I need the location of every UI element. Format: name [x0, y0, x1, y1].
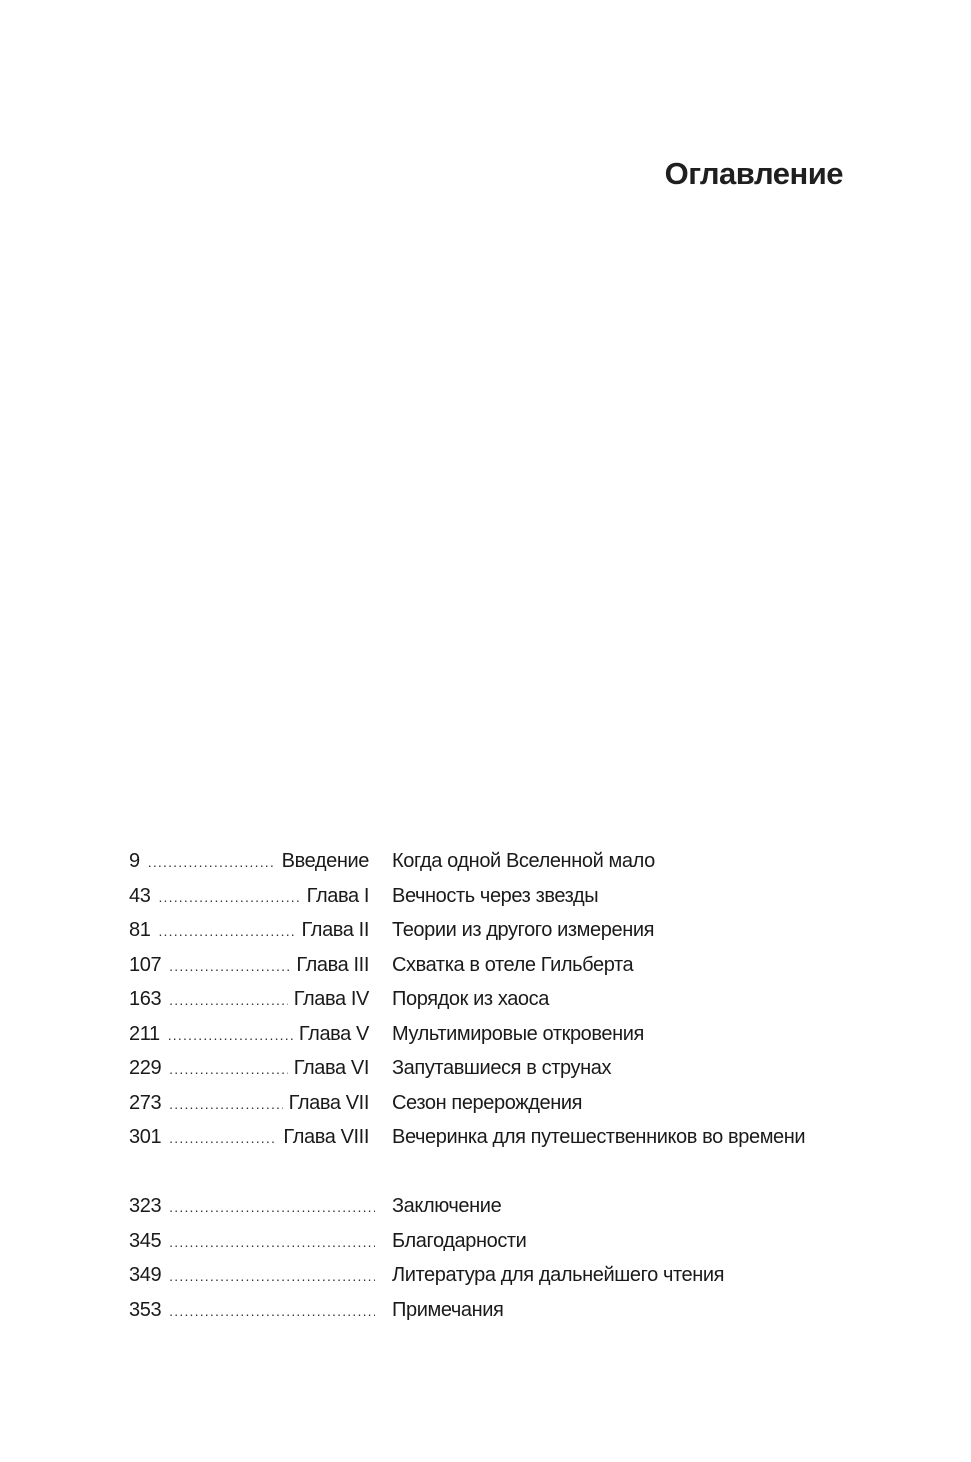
- page-title: Оглавление: [664, 156, 843, 191]
- toc-entry[interactable]: [129, 850, 859, 885]
- toc-chapter-title: Мультимировые откровения: [392, 1022, 644, 1045]
- toc-section-title: Заключение: [392, 1195, 502, 1217]
- toc-entry[interactable]: [129, 885, 859, 920]
- toc-chapter-title: Порядок из хаоса: [392, 988, 549, 1010]
- toc-entry[interactable]: [129, 988, 859, 1023]
- toc-entry[interactable]: [129, 1195, 859, 1230]
- toc-leader-dots: [169, 958, 290, 974]
- toc-chapter-title: Вечеринка для путешественников во времени: [392, 1126, 806, 1148]
- toc-leader-dots: [169, 1234, 375, 1250]
- toc-page-number: 323: [129, 1195, 162, 1217]
- toc-page-number: 81: [129, 919, 151, 941]
- toc-chapter-label: Глава II: [301, 919, 369, 941]
- toc-section-title: Примечания: [392, 1298, 504, 1321]
- toc-leader-dots: [169, 1096, 282, 1112]
- toc-leader-dots: [168, 1027, 293, 1043]
- toc-page-number: 349: [129, 1264, 162, 1286]
- toc-chapter-title: Теории из другого измерения: [392, 919, 655, 941]
- toc-page-number: 301: [129, 1126, 162, 1148]
- toc-chapter-title: Когда одной Вселенной мало: [392, 850, 655, 872]
- toc-section-title: Благодарности: [392, 1229, 527, 1252]
- toc-chapter-label: Глава V: [298, 1022, 369, 1045]
- toc-chapter-label: Глава VI: [293, 1057, 369, 1079]
- toc-leader-dots: [169, 992, 288, 1008]
- toc-leader-dots: [169, 1130, 277, 1146]
- toc-chapters: [129, 850, 859, 1161]
- toc-page-number: 273: [129, 1091, 162, 1114]
- toc-page-number: 345: [129, 1229, 162, 1252]
- toc-entry[interactable]: [129, 1299, 859, 1334]
- toc-chapter-title: Вечность через звезды: [392, 884, 599, 907]
- toc-entry[interactable]: [129, 954, 859, 989]
- toc-chapter-title: Сезон перерождения: [392, 1091, 583, 1114]
- toc-entry[interactable]: [129, 1057, 859, 1092]
- toc-page-number: 43: [129, 884, 151, 907]
- toc-chapter-label: Глава VIII: [283, 1126, 369, 1148]
- toc-entry[interactable]: [129, 919, 859, 954]
- toc-page-number: 107: [129, 953, 162, 976]
- toc-leader-dots: [169, 1199, 375, 1215]
- toc-chapter-title: Запутавшиеся в струнах: [392, 1057, 612, 1079]
- toc-leader-dots: [169, 1303, 375, 1319]
- toc-chapter-label: Глава VII: [288, 1091, 369, 1114]
- toc-chapter-label: Глава III: [296, 953, 369, 976]
- toc-entry[interactable]: [129, 1092, 859, 1127]
- toc-chapter-label: Введение: [281, 850, 369, 872]
- toc-leader-dots: [169, 1061, 288, 1077]
- toc-page-number: 353: [129, 1298, 162, 1321]
- toc-entry[interactable]: [129, 1023, 859, 1058]
- toc-page-number: 211: [129, 1022, 160, 1045]
- toc-chapter-title: Схватка в отеле Гильберта: [392, 953, 634, 976]
- toc-chapter-label: Глава IV: [293, 988, 369, 1010]
- toc-page-number: 9: [129, 850, 140, 872]
- toc-entry[interactable]: [129, 1126, 859, 1161]
- toc-chapter-label: Глава I: [306, 884, 369, 907]
- toc-page-number: 163: [129, 988, 162, 1010]
- toc-leader-dots: [148, 854, 276, 870]
- toc-back-matter: [129, 1195, 859, 1333]
- toc-leader-dots: [158, 889, 300, 905]
- toc-entry[interactable]: [129, 1230, 859, 1265]
- toc-page-number: 229: [129, 1057, 162, 1079]
- toc-entry[interactable]: [129, 1264, 859, 1299]
- toc-section-title: Литература для дальнейшего чтения: [392, 1264, 725, 1286]
- toc-leader-dots: [158, 923, 295, 939]
- toc-leader-dots: [169, 1268, 375, 1284]
